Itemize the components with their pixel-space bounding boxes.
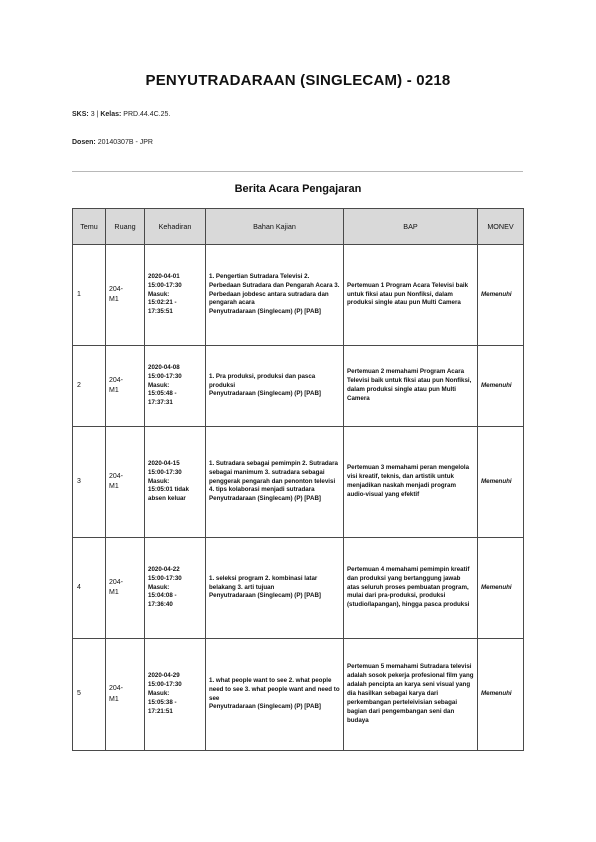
kelas-value: PRD.44.4C.25. (123, 111, 171, 118)
dosen-value: 20140307B - JPR (97, 139, 153, 146)
cell-kehadiran: 2020-04-01 15:00-17:30 Masuk: 15:02:21 - 17:35:51 (145, 245, 206, 346)
col-header-monev: MONEV (478, 209, 524, 245)
cell-temu: 1 (73, 245, 106, 346)
cell-kehadiran: 2020-04-08 15:00-17:30 Masuk: 15:05:48 - 17:37:31 (145, 346, 206, 427)
cell-kehadiran: 2020-04-22 15:00-17:30 Masuk: 15:04:08 - 17:36:40 (145, 538, 206, 639)
cell-bap: Pertemuan 2 memahami Program Acara Televisi baik untuk fiksi atau pun Nonfiksi, dalam produksi single atau pun Multi Camera (344, 346, 478, 427)
cell-ruang: 204- M1 (106, 346, 145, 427)
cell-bahan-kajian: 1. Pengertian Sutradara Televisi 2. Perbedaan Sutradara dan Pengarah Acara 3. Perbedaan jobdesc antara sutradara dan pengarah acara Penyutradaraan (Singlecam) (P) [PAB] (206, 245, 344, 346)
cell-monev: Memenuhi (478, 538, 524, 639)
cell-temu: 2 (73, 346, 106, 427)
table-row (73, 639, 524, 751)
cell-bahan-kajian: 1. seleksi program 2. kombinasi latar belakang 3. arti tujuan Penyutradaraan (Singlecam) (P) [PAB] (206, 538, 344, 639)
cell-kehadiran: 2020-04-15 15:00-17:30 Masuk: 15:05:01 tidak absen keluar (145, 427, 206, 538)
sks-value: 3 (90, 111, 95, 118)
col-header-bap: BAP (344, 209, 478, 245)
lecturer-meta (72, 139, 153, 146)
cell-monev: Memenuhi (478, 639, 524, 751)
cell-temu: 3 (73, 427, 106, 538)
table-row (73, 538, 524, 639)
col-header-temu: Temu (73, 209, 106, 245)
table-row (73, 245, 524, 346)
cell-bap: Pertemuan 1 Program Acara Televisi baik untuk fiksi atau pun Nonfiksi, dalam produksi single atau pun Multi Camera (344, 245, 478, 346)
cell-bahan-kajian: 1. what people want to see 2. what people need to see 3. what people want and need to see Penyutradaraan (Singlecam) (P) [PAB] (206, 639, 344, 751)
cell-ruang: 204- M1 (106, 427, 145, 538)
divider (72, 171, 523, 172)
cell-bap: Pertemuan 3 memahami peran mengelola visi kreatif, teknis, dan artistik untuk menjadikan naskah menjadi program audio-visual yang efektif (344, 427, 478, 538)
cell-bahan-kajian: 1. Sutradara sebagai pemimpin 2. Sutradara sebagai manimum 3. sutradara sebagai penggerak pengarah dan penonton televisi 4. tips kolaborasi menjadi sutradara Penyutradaraan (Singlecam) (P) [PAB] (206, 427, 344, 538)
cell-temu: 5 (73, 639, 106, 751)
cell-temu: 4 (73, 538, 106, 639)
course-title: PENYUTRADARAAN (SINGLECAM) - 0218 (145, 72, 451, 89)
cell-monev: Memenuhi (478, 346, 524, 427)
table-header-row (73, 209, 524, 245)
sks-label: SKS: (72, 111, 89, 118)
cell-bap: Pertemuan 5 memahami Sutradara televisi adalah sosok pekerja profesional film yang adalah pencipta an karya seni visual yang dia hasilkan sebagai karya dari perkembangan perteleivisian sebagai bagian dari pengembangan seni dan budaya (344, 639, 478, 751)
col-header-bahan-kajian: Bahan Kajian (206, 209, 344, 245)
cell-ruang: 204- M1 (106, 639, 145, 751)
cell-bahan-kajian: 1. Pra produksi, produksi dan pasca produksi Penyutradaraan (Singlecam) (P) [PAB] (206, 346, 344, 427)
kelas-label: Kelas: (100, 111, 122, 118)
cell-ruang: 204- M1 (106, 538, 145, 639)
cell-ruang: 204- M1 (106, 245, 145, 346)
section-title: Berita Acara Pengajaran (234, 183, 362, 195)
table-row (73, 346, 524, 427)
dosen-label: Dosen: (72, 139, 96, 146)
table-row (73, 427, 524, 538)
course-meta (72, 111, 170, 118)
meta-separator: | (96, 111, 99, 118)
col-header-kehadiran: Kehadiran (145, 209, 206, 245)
cell-bap: Pertemuan 4 memahami pemimpin kreatif dan produksi yang bertanggung jawab atas seluruh proses pembuatan program, mulai dari pra-produksi, produksi (studio/lapangan), hingga pasca produksi (344, 538, 478, 639)
teaching-log-table (72, 208, 524, 751)
cell-monev: Memenuhi (478, 427, 524, 538)
cell-monev: Memenuhi (478, 245, 524, 346)
cell-kehadiran: 2020-04-29 15:00-17:30 Masuk: 15:05:38 - 17:21:51 (145, 639, 206, 751)
col-header-ruang: Ruang (106, 209, 145, 245)
